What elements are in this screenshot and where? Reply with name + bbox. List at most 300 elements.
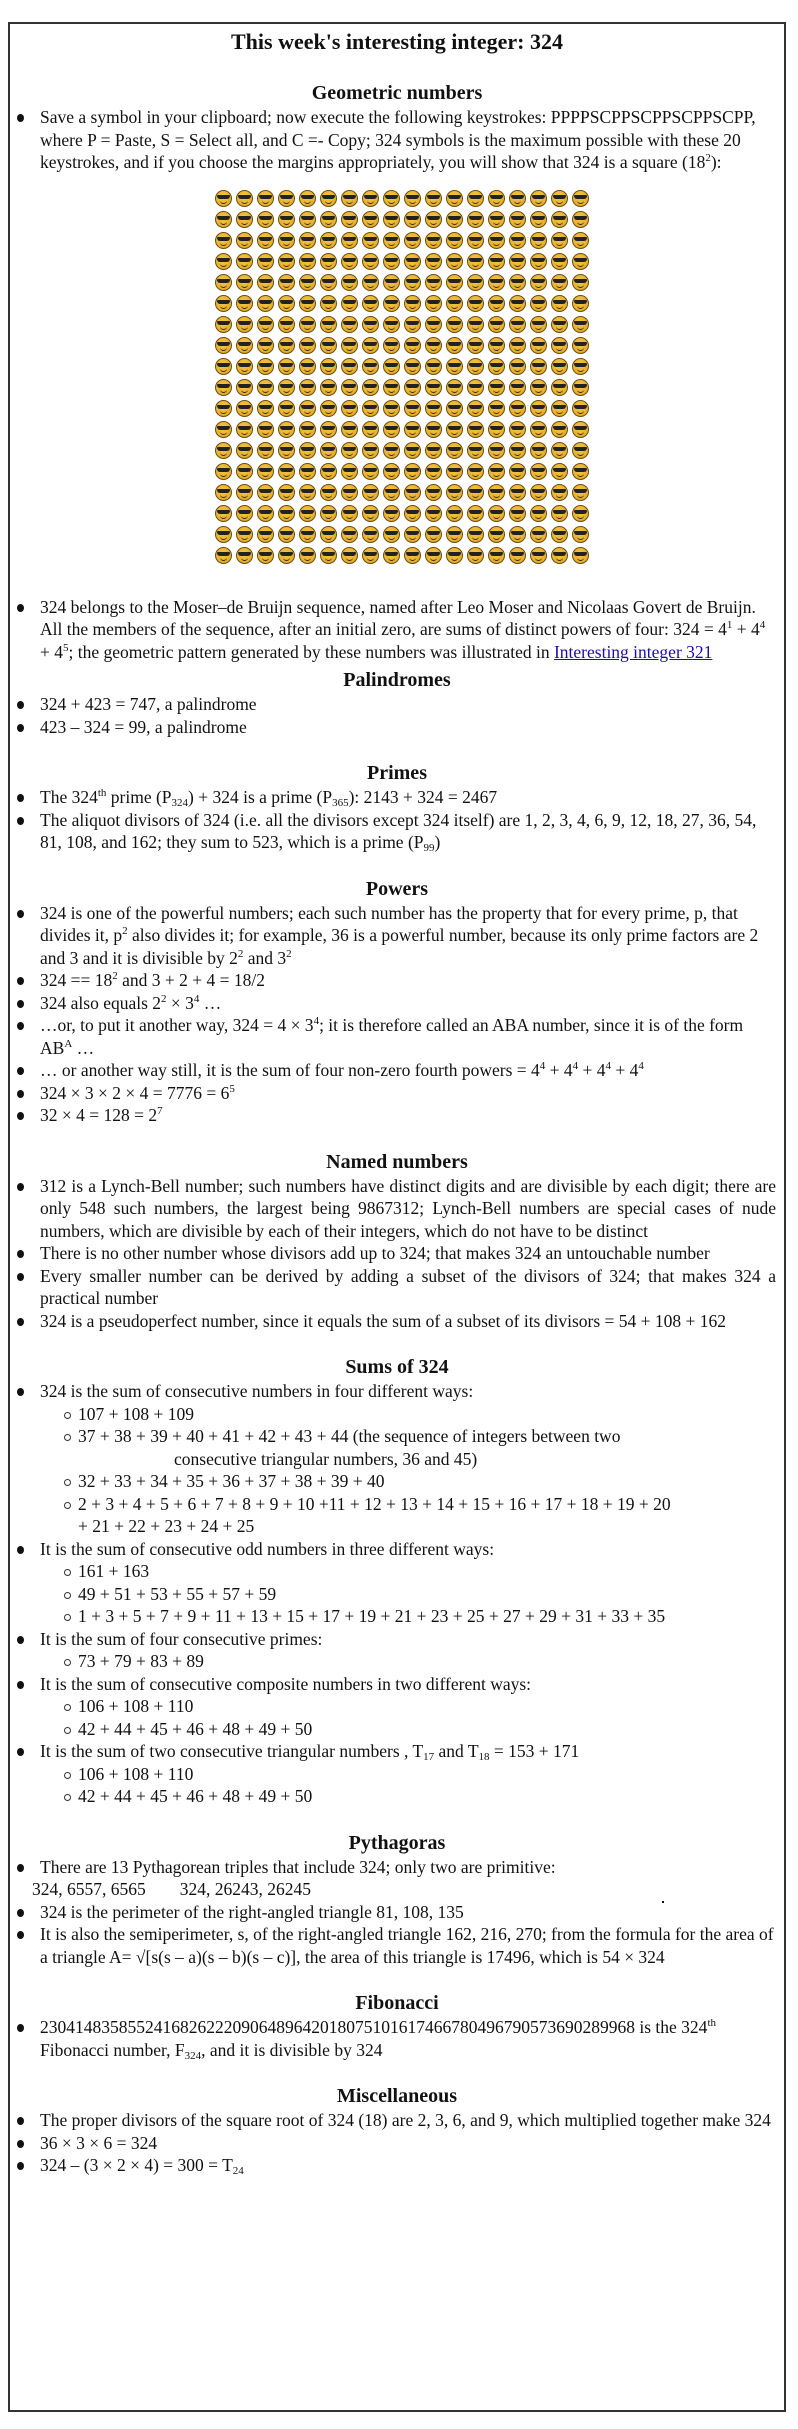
sunglasses-face-icon <box>341 505 358 522</box>
sunglasses-face-icon <box>425 463 442 480</box>
sunglasses-face-icon <box>215 211 232 228</box>
primitive-triples: 324, 6557, 6565 324, 26243, 26245 <box>32 1879 311 1899</box>
sunglasses-face-icon <box>446 253 463 270</box>
sunglasses-face-icon <box>257 337 274 354</box>
list-item: It is the sum of consecutive composite numbers in two different ways: 106 + 108 + 110 42 + 44 + 45 + 46 + 48 + 49 + 50 <box>40 1673 776 1741</box>
sunglasses-face-icon <box>509 400 526 417</box>
sunglasses-face-icon <box>551 274 568 291</box>
sunglasses-face-icon <box>215 400 232 417</box>
sunglasses-face-icon <box>404 295 421 312</box>
sunglasses-face-icon <box>572 421 589 438</box>
sunglasses-face-icon <box>404 211 421 228</box>
sunglasses-face-icon <box>383 190 400 207</box>
list-item: $324 \times 3 \times 2 \times 4 = 7776 = 6^5$ <box>40 1082 776 1105</box>
sunglasses-face-icon <box>236 358 253 375</box>
interesting-integer-321-link[interactable]: Interesting integer 321 <box>553 641 713 662</box>
sunglasses-face-icon <box>341 274 358 291</box>
sunglasses-face-icon <box>320 505 337 522</box>
sunglasses-face-icon <box>278 400 295 417</box>
sunglasses-face-icon <box>341 253 358 270</box>
sunglasses-face-icon <box>362 421 379 438</box>
sunglasses-face-icon <box>425 190 442 207</box>
sunglasses-face-icon <box>215 505 232 522</box>
sunglasses-face-icon <box>362 400 379 417</box>
sunglasses-face-icon <box>467 421 484 438</box>
section-powers <box>10 854 784 1127</box>
sunglasses-face-icon <box>488 253 505 270</box>
sunglasses-face-icon <box>341 295 358 312</box>
list-item: 423 – 324 = 99, a palindrome <box>40 716 776 739</box>
sunglasses-face-icon <box>509 358 526 375</box>
section-pythagoras <box>10 1808 784 1969</box>
sunglasses-face-icon <box>551 295 568 312</box>
sunglasses-face-icon <box>215 274 232 291</box>
sunglasses-face-icon <box>572 295 589 312</box>
sunglasses-face-icon <box>257 295 274 312</box>
sub-list <box>40 1695 776 1740</box>
sunglasses-face-icon <box>488 379 505 396</box>
sunglasses-face-icon <box>530 211 547 228</box>
section-heading: Named numbers <box>326 1150 468 1173</box>
sunglasses-face-icon <box>383 274 400 291</box>
sunglasses-face-icon <box>299 253 316 270</box>
sunglasses-face-icon <box>425 505 442 522</box>
sunglasses-face-icon <box>488 505 505 522</box>
sunglasses-face-icon <box>299 190 316 207</box>
list-item: There is no other number whose divisors add up to 324; that makes 324 an untouchable number <box>40 1242 776 1265</box>
sunglasses-face-icon <box>215 421 232 438</box>
stray-dot <box>662 1901 664 1903</box>
section-fibonacci <box>10 1968 784 2061</box>
sunglasses-face-icon <box>551 421 568 438</box>
sunglasses-face-icon <box>551 337 568 354</box>
sunglasses-face-icon <box>320 211 337 228</box>
sunglasses-face-icon <box>236 295 253 312</box>
sunglasses-face-icon <box>278 484 295 501</box>
section-geometric-numbers <box>10 58 784 663</box>
sunglasses-face-icon <box>509 295 526 312</box>
sunglasses-face-icon <box>299 505 316 522</box>
sunglasses-face-icon <box>446 526 463 543</box>
sunglasses-face-icon <box>299 379 316 396</box>
sunglasses-face-icon <box>509 253 526 270</box>
sunglasses-face-icon <box>383 463 400 480</box>
sunglasses-face-icon <box>383 442 400 459</box>
sunglasses-face-icon <box>362 211 379 228</box>
sunglasses-face-icon <box>467 211 484 228</box>
sunglasses-face-icon <box>509 547 526 564</box>
sunglasses-face-icon <box>404 400 421 417</box>
sunglasses-face-icon <box>488 295 505 312</box>
sunglasses-face-icon <box>572 316 589 333</box>
list-item: 23041483585524168262220906489642018075101617466780496790573690289968 is the 324th Fibonacci number, $F_{324}$, and it is divisible by 324 <box>40 2016 776 2061</box>
sunglasses-face-icon <box>551 484 568 501</box>
sub-list <box>40 1560 776 1628</box>
sunglasses-face-icon <box>446 274 463 291</box>
sunglasses-face-icon <box>488 484 505 501</box>
sunglasses-face-icon <box>446 442 463 459</box>
bullet-list <box>10 2016 784 2061</box>
sunglasses-face-icon <box>383 232 400 249</box>
sunglasses-face-icon <box>404 463 421 480</box>
list-item: 324 is one of the powerful numbers; each such number has the property that for every prime, p, that divides it, $p^2$ also divides it; for example, 36 is a powerful number, because its only prime factors are 2 and 3 and it is divisible by $2^2$ and $3^2$ <box>40 902 776 970</box>
sunglasses-face-icon <box>404 526 421 543</box>
sunglasses-face-icon <box>341 232 358 249</box>
sunglasses-face-icon <box>530 547 547 564</box>
sunglasses-face-icon <box>530 442 547 459</box>
sunglasses-face-icon <box>530 232 547 249</box>
sub-list-item: 106 + 108 + 110 <box>64 1695 776 1718</box>
sunglasses-face-icon <box>530 379 547 396</box>
sunglasses-face-icon <box>509 505 526 522</box>
sunglasses-face-icon <box>215 358 232 375</box>
sub-list-item: 2 + 3 + 4 + 5 + 6 + 7 + 8 + 9 + 10 +11 + 12 + 13 + 14 + 15 + 16 + 17 + 18 + 19 + 20 + 21 + 22 + 23 + 24 + 25 <box>64 1493 776 1538</box>
sunglasses-face-icon <box>341 484 358 501</box>
sunglasses-face-icon <box>551 505 568 522</box>
sunglasses-face-icon <box>446 400 463 417</box>
list-item: $324 == 18^2$ and 3 + 2 + 4 = 18/2 <box>40 969 776 992</box>
sunglasses-face-icon <box>509 484 526 501</box>
section-heading: Pythagoras <box>348 1831 446 1854</box>
sunglasses-face-icon <box>530 463 547 480</box>
sunglasses-face-icon <box>299 463 316 480</box>
sunglasses-face-icon <box>488 421 505 438</box>
sunglasses-face-icon <box>341 547 358 564</box>
sunglasses-face-icon <box>257 526 274 543</box>
sunglasses-face-icon <box>320 379 337 396</box>
sunglasses-face-icon <box>362 316 379 333</box>
sunglasses-face-icon <box>488 316 505 333</box>
sunglasses-face-icon <box>257 253 274 270</box>
sunglasses-face-icon <box>383 547 400 564</box>
sunglasses-face-icon <box>383 526 400 543</box>
sunglasses-face-icon <box>467 547 484 564</box>
sunglasses-face-icon <box>551 526 568 543</box>
sunglasses-face-icon <box>509 337 526 354</box>
sunglasses-face-icon <box>278 358 295 375</box>
sunglasses-face-icon <box>467 253 484 270</box>
sunglasses-face-icon <box>488 463 505 480</box>
sunglasses-face-icon <box>362 232 379 249</box>
sunglasses-face-icon <box>257 505 274 522</box>
sunglasses-face-icon <box>299 337 316 354</box>
sunglasses-face-icon <box>425 337 442 354</box>
sunglasses-face-icon <box>362 505 379 522</box>
sunglasses-face-icon <box>404 190 421 207</box>
sunglasses-face-icon <box>320 526 337 543</box>
sunglasses-face-icon <box>383 400 400 417</box>
sunglasses-face-icon <box>530 295 547 312</box>
bullet-list <box>10 902 784 1127</box>
section-named-numbers <box>10 1127 784 1333</box>
sunglasses-face-icon <box>404 337 421 354</box>
sunglasses-face-icon <box>572 442 589 459</box>
sunglasses-face-icon <box>320 337 337 354</box>
sunglasses-face-icon <box>236 484 253 501</box>
sunglasses-face-icon <box>383 484 400 501</box>
sunglasses-face-icon <box>215 190 232 207</box>
sunglasses-face-icon <box>383 421 400 438</box>
sunglasses-face-icon <box>572 274 589 291</box>
sunglasses-face-icon <box>446 421 463 438</box>
list-item: 324 is the sum of consecutive numbers in four different ways: 107 + 108 + 109 37 + 38 + 39 + 40 + 41 + 42 + 43 + 44 (the sequence of integers between two consecutive triangular numbers, 36 and 45) 32 + 33 + 34 + 35 + 36 + 37 + 38 + 39 + 40 2 + 3 + 4 + 5 + 6 + 7 + 8 + 9 + 10 +11 + 12 + 13 + 14 + 15 + 16 + 17 + 18 + 19 + 20 + 21 + 22 + 23 + 24 + 25 <box>40 1380 776 1538</box>
sunglasses-face-icon <box>236 463 253 480</box>
sunglasses-face-icon <box>236 526 253 543</box>
sunglasses-face-icon <box>467 442 484 459</box>
sunglasses-face-icon <box>551 253 568 270</box>
list-item: 324 + 423 = 747, a palindrome <box>40 693 776 716</box>
sunglasses-face-icon <box>236 547 253 564</box>
sunglasses-face-icon <box>278 505 295 522</box>
sunglasses-face-icon <box>446 463 463 480</box>
sunglasses-face-icon <box>509 526 526 543</box>
sunglasses-face-icon <box>383 358 400 375</box>
sunglasses-face-icon <box>509 274 526 291</box>
sunglasses-face-icon <box>572 484 589 501</box>
sunglasses-face-icon <box>509 463 526 480</box>
sunglasses-face-icon <box>551 442 568 459</box>
sunglasses-face-icon <box>572 253 589 270</box>
sunglasses-face-icon <box>530 484 547 501</box>
sunglasses-face-icon <box>530 337 547 354</box>
sunglasses-face-icon <box>425 442 442 459</box>
sunglasses-face-icon <box>425 484 442 501</box>
list-item: The 324th prime $(P_{324}) + 324$ is a prime $(P_{365})$: 2143 + 324 = 2467 <box>40 786 776 809</box>
sunglasses-face-icon <box>236 400 253 417</box>
sunglasses-face-icon <box>215 253 232 270</box>
sunglasses-face-icon <box>320 358 337 375</box>
sunglasses-face-icon <box>467 379 484 396</box>
list-item: $32 \times 4 = 128 = 2^7$ <box>40 1104 776 1127</box>
sunglasses-face-icon <box>572 526 589 543</box>
sunglasses-face-icon <box>362 274 379 291</box>
sunglasses-face-icon <box>572 190 589 207</box>
sunglasses-face-icon <box>446 547 463 564</box>
sunglasses-face-icon <box>404 505 421 522</box>
sunglasses-face-icon <box>404 421 421 438</box>
sunglasses-face-icon <box>572 547 589 564</box>
sunglasses-face-icon <box>467 295 484 312</box>
sunglasses-face-icon <box>278 547 295 564</box>
sunglasses-face-icon <box>488 442 505 459</box>
sunglasses-face-icon <box>467 190 484 207</box>
sunglasses-face-icon <box>488 232 505 249</box>
sunglasses-face-icon <box>341 400 358 417</box>
sunglasses-face-icon <box>320 484 337 501</box>
sunglasses-face-icon <box>425 211 442 228</box>
sunglasses-face-icon <box>236 190 253 207</box>
sunglasses-face-icon <box>425 358 442 375</box>
list-item: Every smaller number can be derived by adding a subset of the divisors of 324; that makes 324 a practical number <box>40 1265 776 1308</box>
sunglasses-face-icon <box>572 337 589 354</box>
sunglasses-face-icon <box>383 211 400 228</box>
sunglasses-face-icon <box>404 379 421 396</box>
sunglasses-face-icon <box>278 463 295 480</box>
bullet-list <box>10 1175 784 1333</box>
sunglasses-face-icon <box>509 316 526 333</box>
list-item: It is the sum of two consecutive triangular numbers , $T_{17}$ and $T_{18} = 153 + 171$ 106 + 108 + 110 42 + 44 + 45 + 46 + 48 + 49 + 50 <box>40 1740 776 1808</box>
sunglasses-face-icon <box>425 232 442 249</box>
bullet-list <box>10 2109 784 2177</box>
sunglasses-face-icon <box>362 190 379 207</box>
sunglasses-face-icon <box>278 253 295 270</box>
sunglasses-face-icon <box>320 400 337 417</box>
sunglasses-face-icon <box>299 400 316 417</box>
sunglasses-face-icon <box>278 442 295 459</box>
sunglasses-face-icon <box>404 316 421 333</box>
list-item: 36 × 3 × 6 = 324 <box>40 2132 776 2155</box>
bullet-list <box>10 1856 784 1969</box>
sunglasses-face-icon <box>551 463 568 480</box>
sunglasses-face-icon <box>446 190 463 207</box>
sunglasses-face-icon <box>446 505 463 522</box>
sunglasses-face-icon <box>215 295 232 312</box>
sunglasses-face-icon <box>278 337 295 354</box>
sunglasses-face-icon <box>488 274 505 291</box>
sunglasses-face-icon <box>299 316 316 333</box>
sunglasses-face-icon <box>257 316 274 333</box>
sub-list-item: 73 + 79 + 83 + 89 <box>64 1650 776 1673</box>
sunglasses-face-icon <box>551 547 568 564</box>
section-heading: Palindromes <box>343 669 451 691</box>
sunglasses-face-icon <box>488 337 505 354</box>
sunglasses-face-icon <box>299 295 316 312</box>
sub-list-item: 106 + 108 + 110 <box>64 1763 776 1786</box>
sunglasses-face-icon <box>467 505 484 522</box>
sunglasses-face-icon <box>404 253 421 270</box>
sunglasses-face-icon <box>446 379 463 396</box>
sunglasses-face-icon <box>236 232 253 249</box>
section-heading: Fibonacci <box>355 1992 439 2014</box>
sunglasses-face-icon <box>341 190 358 207</box>
sub-list-item: 107 + 108 + 109 <box>64 1403 776 1426</box>
sub-list <box>40 1403 776 1538</box>
sunglasses-face-icon <box>404 442 421 459</box>
sunglasses-face-icon <box>320 274 337 291</box>
list-item: Save a symbol in your clipboard; now execute the following keystrokes: PPPPSCPPSCPPSCPPSCPP, where P = Paste, S = Select all, and C =- Copy; 324 symbols is the maximum possible with these 20 keystrokes, and if you choose the margins appropriately, you will show that 324 is a square $(18^2)$: <box>40 106 776 174</box>
emoji-square-figure <box>10 188 784 566</box>
sunglasses-face-icon <box>362 295 379 312</box>
bullet-list <box>10 1380 784 1808</box>
sunglasses-face-icon <box>362 379 379 396</box>
sunglasses-face-icon <box>278 190 295 207</box>
sunglasses-face-icon <box>299 547 316 564</box>
list-item: 324 is a pseudoperfect number, since it equals the sum of a subset of its divisors = 54 + 108 + 162 <box>40 1310 776 1333</box>
sunglasses-face-icon <box>404 484 421 501</box>
sunglasses-face-icon <box>341 337 358 354</box>
sunglasses-face-icon <box>257 484 274 501</box>
sunglasses-face-icon <box>236 379 253 396</box>
sunglasses-face-icon <box>215 232 232 249</box>
sunglasses-face-icon <box>488 190 505 207</box>
sunglasses-face-icon <box>257 421 274 438</box>
sunglasses-face-icon <box>509 232 526 249</box>
section-miscellaneous <box>10 2061 784 2177</box>
sunglasses-face-icon <box>383 379 400 396</box>
sunglasses-face-icon <box>488 526 505 543</box>
section-heading: Geometric numbers <box>311 82 483 104</box>
sunglasses-face-icon <box>425 274 442 291</box>
sunglasses-face-icon <box>425 253 442 270</box>
sunglasses-face-icon <box>530 526 547 543</box>
sunglasses-face-icon <box>278 421 295 438</box>
sunglasses-face-icon <box>299 211 316 228</box>
sunglasses-face-icon <box>467 358 484 375</box>
sunglasses-face-icon <box>257 274 274 291</box>
sunglasses-face-icon <box>215 526 232 543</box>
sunglasses-face-icon <box>446 295 463 312</box>
sunglasses-face-icon <box>320 295 337 312</box>
sunglasses-face-icon <box>257 463 274 480</box>
list-item: It is the sum of consecutive odd numbers in three different ways: 161 + 163 49 + 51 + 53 + 55 + 57 + 59 1 + 3 + 5 + 7 + 9 + 11 + 13 + 15 + 17 + 19 + 21 + 23 + 25 + 27 + 29 + 31 + 33 + 35 <box>40 1538 776 1628</box>
sunglasses-face-icon <box>383 316 400 333</box>
sunglasses-face-icon <box>257 211 274 228</box>
sunglasses-face-icon <box>341 211 358 228</box>
sunglasses-face-icon <box>383 295 400 312</box>
sunglasses-face-icon <box>509 379 526 396</box>
sunglasses-face-icon <box>278 274 295 291</box>
list-item: There are 13 Pythagorean triples that include 324; only two are primitive: 324, 6557, 6565 324, 26243, 26245 <box>40 1856 776 1901</box>
sunglasses-face-icon <box>509 190 526 207</box>
sunglasses-face-icon <box>572 232 589 249</box>
section-heading: Sums of 324 <box>345 1356 449 1378</box>
list-item: … or another way still, it is the sum of four non-zero fourth powers = $4^4 + 4^4 + 4^4 + 4^4$ <box>40 1059 776 1082</box>
sunglasses-face-icon <box>446 232 463 249</box>
sunglasses-face-icon <box>215 547 232 564</box>
sub-list-item: 1 + 3 + 5 + 7 + 9 + 11 + 13 + 15 + 17 + 19 + 21 + 23 + 25 + 27 + 29 + 31 + 33 + 35 <box>64 1605 776 1628</box>
sunglasses-face-icon <box>572 358 589 375</box>
section-palindromes <box>10 663 784 738</box>
sunglasses-face-icon <box>446 337 463 354</box>
list-item: 324 is the perimeter of the right-angled triangle 81, 108, 135 <box>40 1901 776 1924</box>
sunglasses-face-icon <box>278 379 295 396</box>
sunglasses-face-icon <box>530 253 547 270</box>
article-frame <box>8 22 786 2412</box>
sunglasses-face-icon <box>278 316 295 333</box>
sunglasses-face-icon <box>509 421 526 438</box>
sunglasses-face-icon <box>425 547 442 564</box>
sunglasses-face-icon <box>530 274 547 291</box>
list-item: It is the sum of four consecutive primes: 73 + 79 + 83 + 89 <box>40 1628 776 1673</box>
sunglasses-face-icon <box>236 337 253 354</box>
sunglasses-face-icon <box>362 526 379 543</box>
sunglasses-face-icon <box>467 484 484 501</box>
section-heading: Primes <box>367 762 427 784</box>
sunglasses-face-icon <box>488 400 505 417</box>
sub-list-item: 161 + 163 <box>64 1560 776 1583</box>
sunglasses-face-icon <box>425 400 442 417</box>
sunglasses-face-icon <box>215 484 232 501</box>
sub-list-item: 42 + 44 + 45 + 46 + 48 + 49 + 50 <box>64 1785 776 1808</box>
sunglasses-face-icon <box>236 253 253 270</box>
sunglasses-face-icon <box>572 400 589 417</box>
sunglasses-face-icon <box>257 400 274 417</box>
sub-list-item: 42 + 44 + 45 + 46 + 48 + 49 + 50 <box>64 1718 776 1741</box>
sunglasses-face-icon <box>341 421 358 438</box>
list-item: 324 belongs to the Moser–de Bruijn sequence, named after Leo Moser and Nicolaas Govert de Bruijn. All the members of the sequence, after an initial zero, are sums of distinct powers of four: $324 = 4^1 + 4^4 + 4^5$; the geometric pattern generated by these numbers was illustrated in Interesting integer 321 <box>40 596 776 664</box>
section-heading: Miscellaneous <box>337 2085 457 2107</box>
sunglasses-face-icon <box>446 211 463 228</box>
sunglasses-face-icon <box>404 547 421 564</box>
sunglasses-face-icon <box>257 379 274 396</box>
sunglasses-face-icon <box>467 337 484 354</box>
page-title: This week's interesting integer: 324 <box>230 29 563 54</box>
sunglasses-face-icon <box>530 316 547 333</box>
sunglasses-face-icon <box>362 358 379 375</box>
sunglasses-face-icon <box>236 442 253 459</box>
sunglasses-face-icon <box>551 400 568 417</box>
sunglasses-face-icon <box>320 232 337 249</box>
